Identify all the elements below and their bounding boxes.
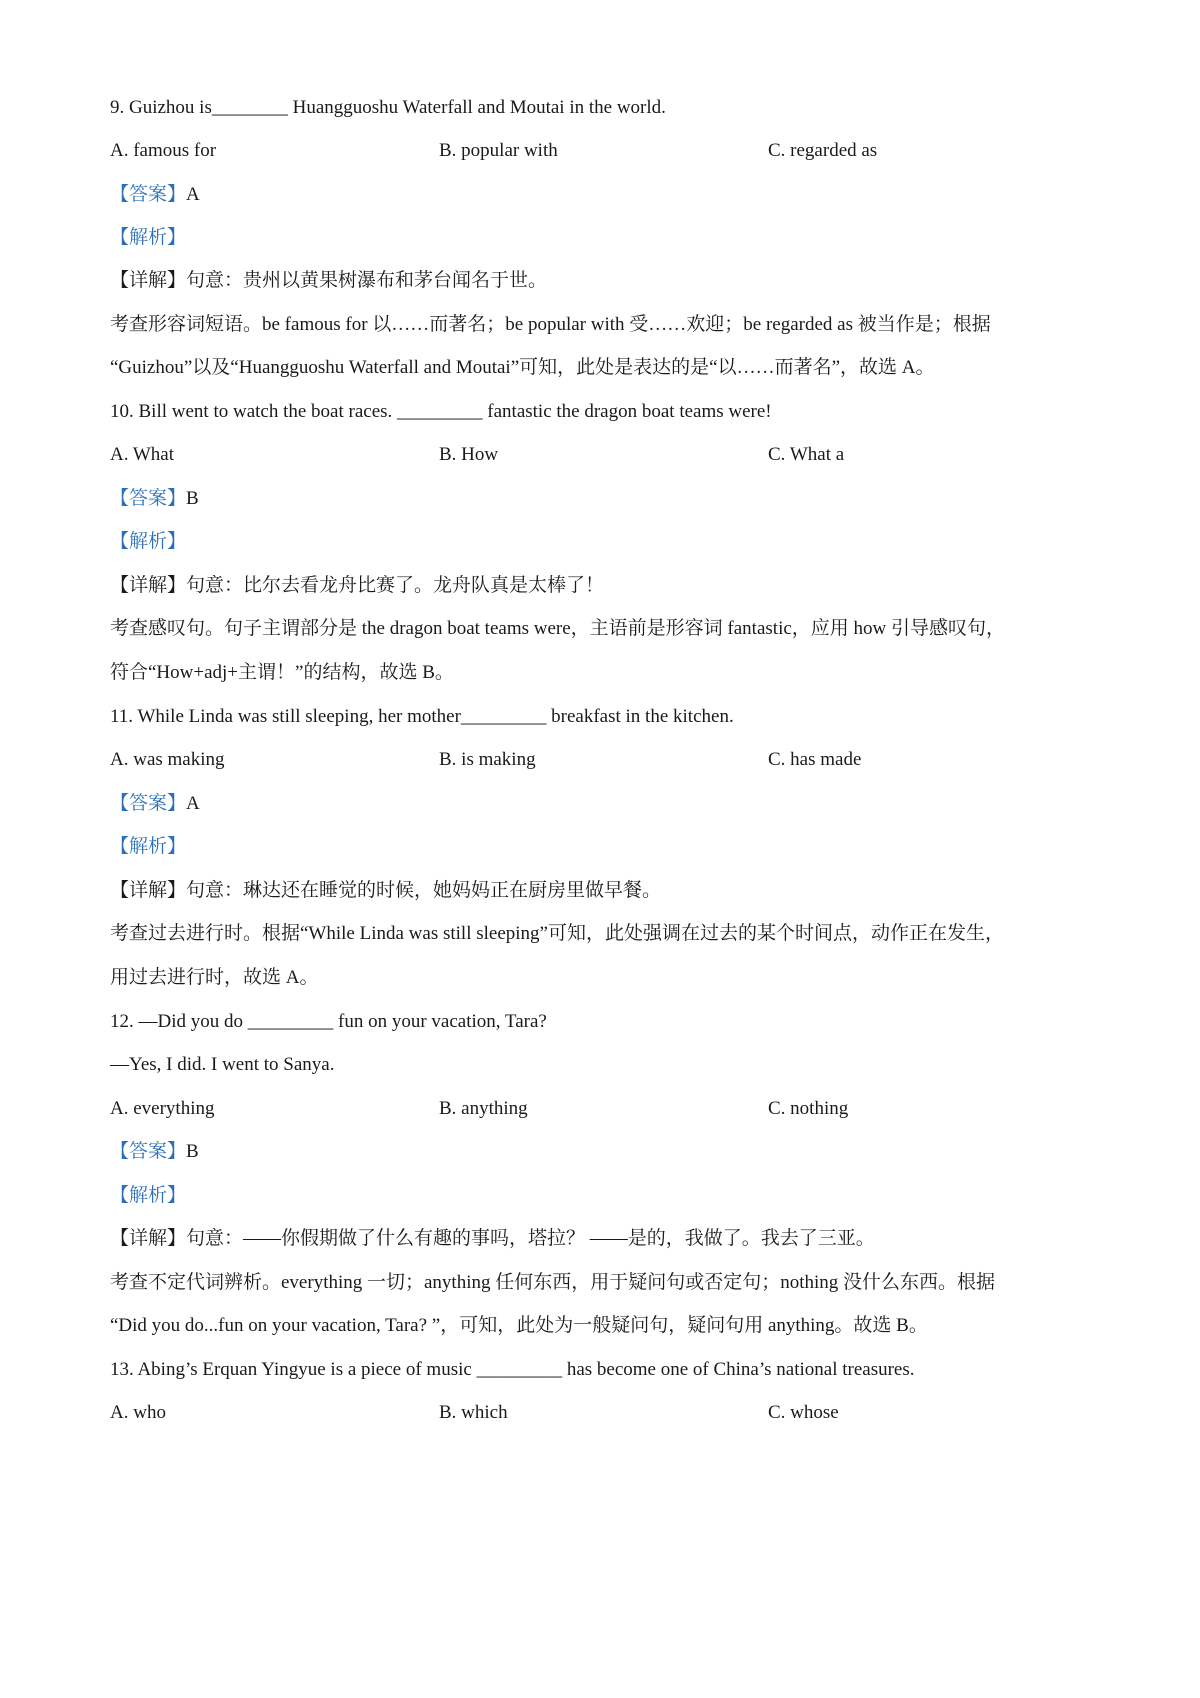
- question-11-stem: 11. While Linda was still sleeping, her mother_________ breakfast in the kitchen.: [110, 706, 734, 727]
- question-9-detail: [110, 266, 1110, 296]
- detail-tag: 【详解】: [110, 880, 187, 901]
- question-13-stem: 13. Abing’s Erquan Yingyue is a piece of music _________ has become one of China’s national treasures.: [110, 1359, 915, 1380]
- option-c: C. whose: [768, 1402, 839, 1423]
- question-12-explanation-line-2: “Did you do...fun on your vacation, Tara? ”，可知，此处为一般疑问句，疑问句用 anything。故选 B。: [110, 1315, 928, 1336]
- option-c: C. has made: [768, 749, 862, 770]
- detail-text: 句意：——你假期做了什么有趣的事吗，塔拉？ ——是的，我做了。我去了三亚。: [186, 1228, 875, 1249]
- question-10-detail: [110, 571, 1110, 601]
- question-10-options: [110, 440, 1110, 470]
- question-11-explanation-line-2: 用过去进行时，故选 A。: [110, 967, 319, 988]
- question-13-options: [110, 1398, 1110, 1428]
- option-c: C. What a: [768, 444, 845, 465]
- question-11-options: [110, 745, 1110, 775]
- question-11-analysis-tag: 【解析】: [110, 836, 187, 857]
- question-9-answer: [110, 180, 1110, 210]
- question-12-analysis-tag: 【解析】: [110, 1185, 187, 1206]
- answer-tag: 【答案】: [110, 793, 187, 814]
- option-b: B. popular with: [439, 140, 558, 161]
- option-b: B. anything: [439, 1098, 528, 1119]
- detail-text: 句意：贵州以黄果树瀑布和茅台闻名于世。: [186, 270, 548, 291]
- detail-text: 句意：比尔去看龙舟比赛了。龙舟队真是太棒了！: [186, 575, 605, 596]
- question-10-answer: [110, 484, 1110, 514]
- answer-tag: 【答案】: [110, 1141, 187, 1162]
- option-a: A. What: [110, 444, 175, 465]
- question-11-explanation-line-1: 考查过去进行时。根据“While Linda was still sleeping”可知，此处强调在过去的某个时间点，动作正在发生，: [110, 923, 1004, 944]
- option-a: A. who: [110, 1402, 166, 1423]
- question-12-options: [110, 1094, 1110, 1124]
- question-10-analysis-tag: 【解析】: [110, 531, 187, 552]
- question-10-explanation-line-1: 考查感叹句。句子主谓部分是 the dragon boat teams were，主语前是形容词 fantastic，应用 how 引导感叹句，: [110, 618, 1005, 639]
- answer-value: B: [186, 1141, 199, 1162]
- answer-value: A: [186, 184, 200, 205]
- answer-tag: 【答案】: [110, 488, 187, 509]
- answer-tag: 【答案】: [110, 184, 187, 205]
- option-a: A. everything: [110, 1098, 215, 1119]
- question-12-detail: [110, 1224, 1110, 1254]
- question-10-stem: 10. Bill went to watch the boat races. _________ fantastic the dragon boat teams were!: [110, 401, 772, 422]
- question-9-stem: 9. Guizhou is________ Huangguoshu Waterfall and Moutai in the world.: [110, 97, 666, 118]
- option-c: C. regarded as: [768, 140, 878, 161]
- answer-value: B: [186, 488, 199, 509]
- option-b: B. How: [439, 444, 499, 465]
- question-11-detail: [110, 876, 1110, 906]
- question-9-explanation-line-2: “Guizhou”以及“Huangguoshu Waterfall and Moutai”可知，此处是表达的是“以……而著名”，故选 A。: [110, 357, 935, 378]
- detail-tag: 【详解】: [110, 270, 187, 291]
- question-9-analysis-tag: 【解析】: [110, 227, 187, 248]
- question-12-explanation-line-1: 考查不定代词辨析。everything 一切；anything 任何东西，用于疑问句或否定句；nothing 没什么东西。根据: [110, 1272, 996, 1293]
- option-b: B. which: [439, 1402, 508, 1423]
- detail-tag: 【详解】: [110, 1228, 187, 1249]
- question-10-explanation-line-2: 符合“How+adj+主谓！”的结构，故选 B。: [110, 662, 454, 683]
- option-b: B. is making: [439, 749, 536, 770]
- question-12-stem-reply: —Yes, I did. I went to Sanya.: [110, 1054, 335, 1075]
- question-9-explanation-line-1: 考查形容词短语。be famous for 以……而著名；be popular with 受……欢迎；be regarded as 被当作是；根据: [110, 314, 991, 335]
- question-11-answer: [110, 789, 1110, 819]
- option-a: A. was making: [110, 749, 225, 770]
- detail-text: 句意：琳达还在睡觉的时候，她妈妈正在厨房里做早餐。: [186, 880, 662, 901]
- question-12-answer: [110, 1137, 1110, 1167]
- question-9-options: [110, 136, 1110, 166]
- option-c: C. nothing: [768, 1098, 849, 1119]
- question-12-stem: 12. —Did you do _________ fun on your vacation, Tara?: [110, 1011, 547, 1032]
- option-a: A. famous for: [110, 140, 217, 161]
- answer-value: A: [186, 793, 200, 814]
- detail-tag: 【详解】: [110, 575, 187, 596]
